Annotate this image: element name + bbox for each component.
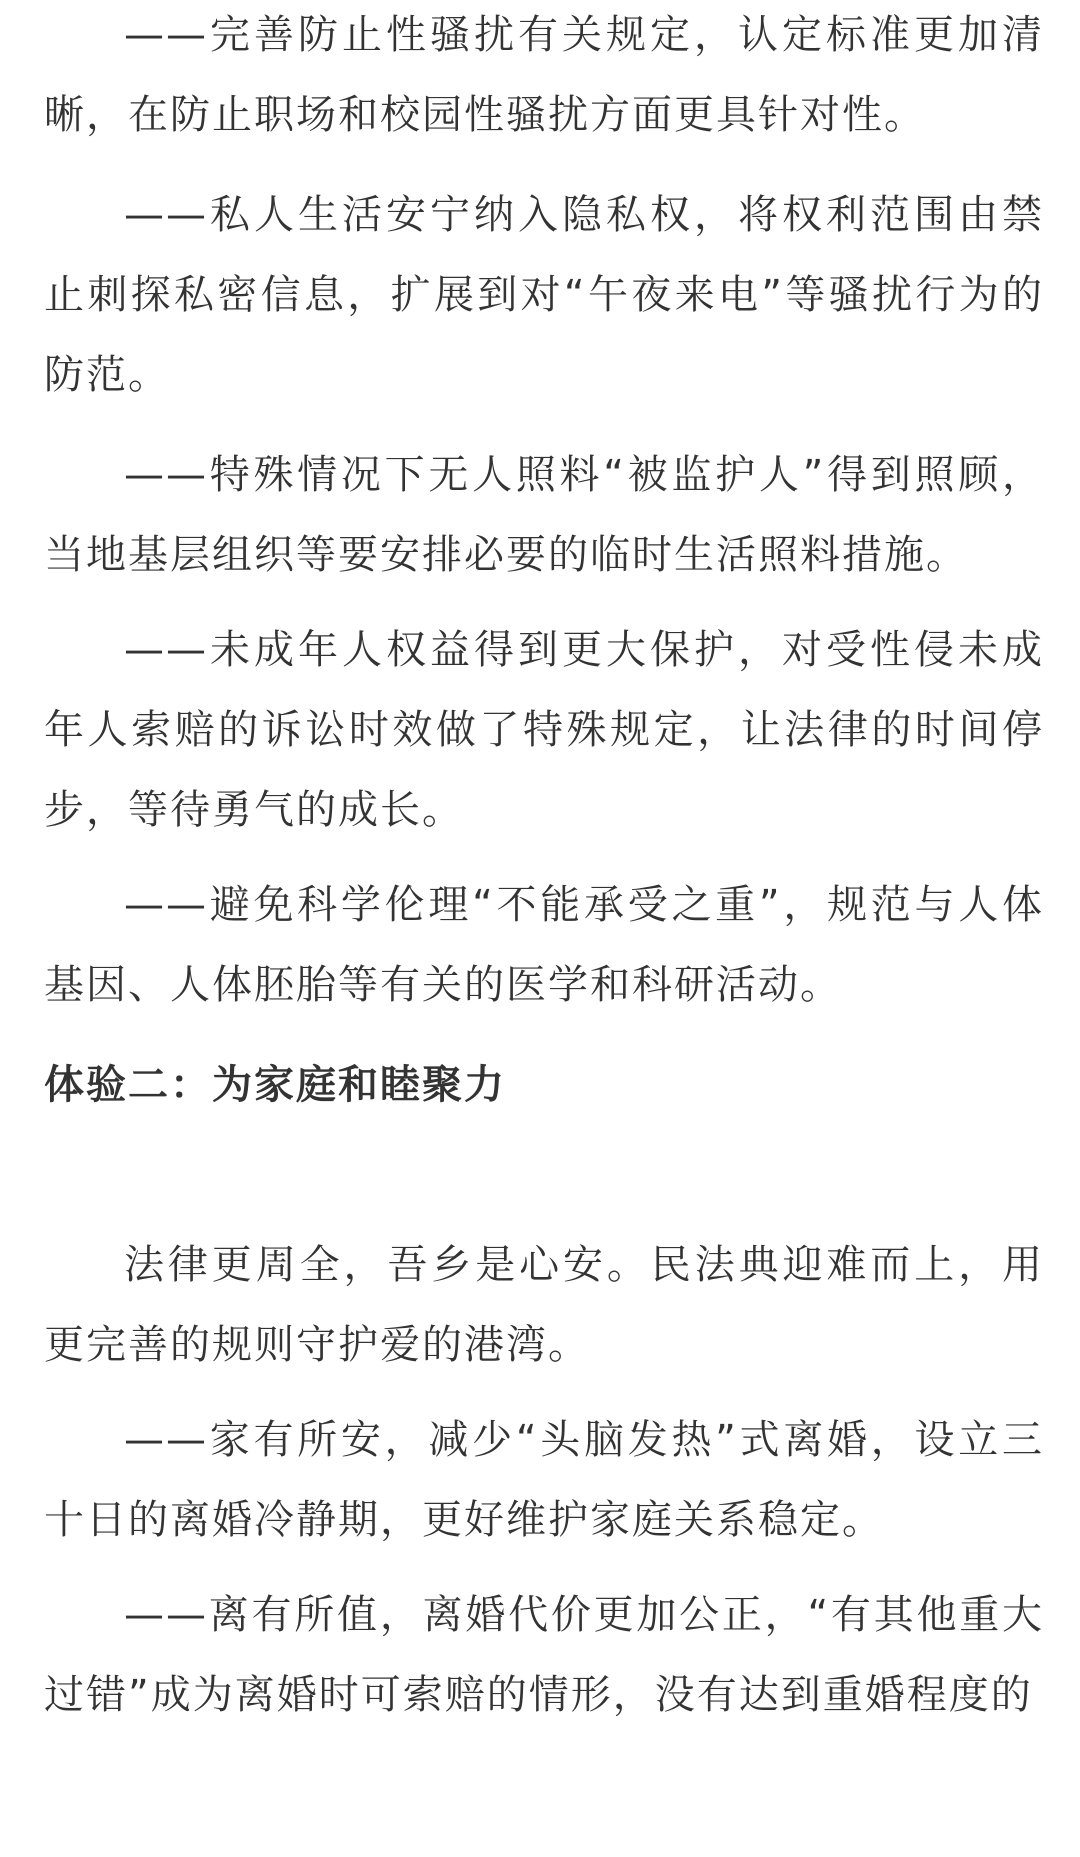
paragraph-divorce-compensation: ——离有所值，离婚代价更加公正，“有其他重大过错”成为离婚时可索赔的情形，没有达到重婚程度的 [44,1592,1044,1718]
paragraph-sexual-harassment: ——完善防止性骚扰有关规定，认定标准更加清晰，在防止职场和校园性骚扰方面更具针对性。 [44,12,1044,138]
paragraph-privacy-right: ——私人生活安宁纳入隐私权，将权利范围由禁止刺探私密信息，扩展到对“午夜来电”等骚扰行为的防范。 [44,192,1044,398]
paragraph-science-ethics: ——避免科学伦理“不能承受之重”，规范与人体基因、人体胚胎等有关的医学和科研活动。 [44,882,1044,1008]
paragraph-ward-care: ——特殊情况下无人照料“被监护人”得到照顾，当地基层组织等要安排必要的临时生活照料措施。 [44,452,1044,578]
section-heading: 体验二：为家庭和睦聚力 [44,1062,506,1108]
paragraph-minor-protection: ——未成年人权益得到更大保护，对受性侵未成年人索赔的诉讼时效做了特殊规定，让法律的时间停步，等待勇气的成长。 [44,627,1044,833]
paragraph-divorce-cooling: ——家有所安，减少“头脑发热”式离婚，设立三十日的离婚冷静期，更好维护家庭关系稳定。 [44,1417,1044,1543]
paragraph-family-intro: 法律更周全，吾乡是心安。民法典迎难而上，用更完善的规则守护爱的港湾。 [44,1242,1044,1368]
